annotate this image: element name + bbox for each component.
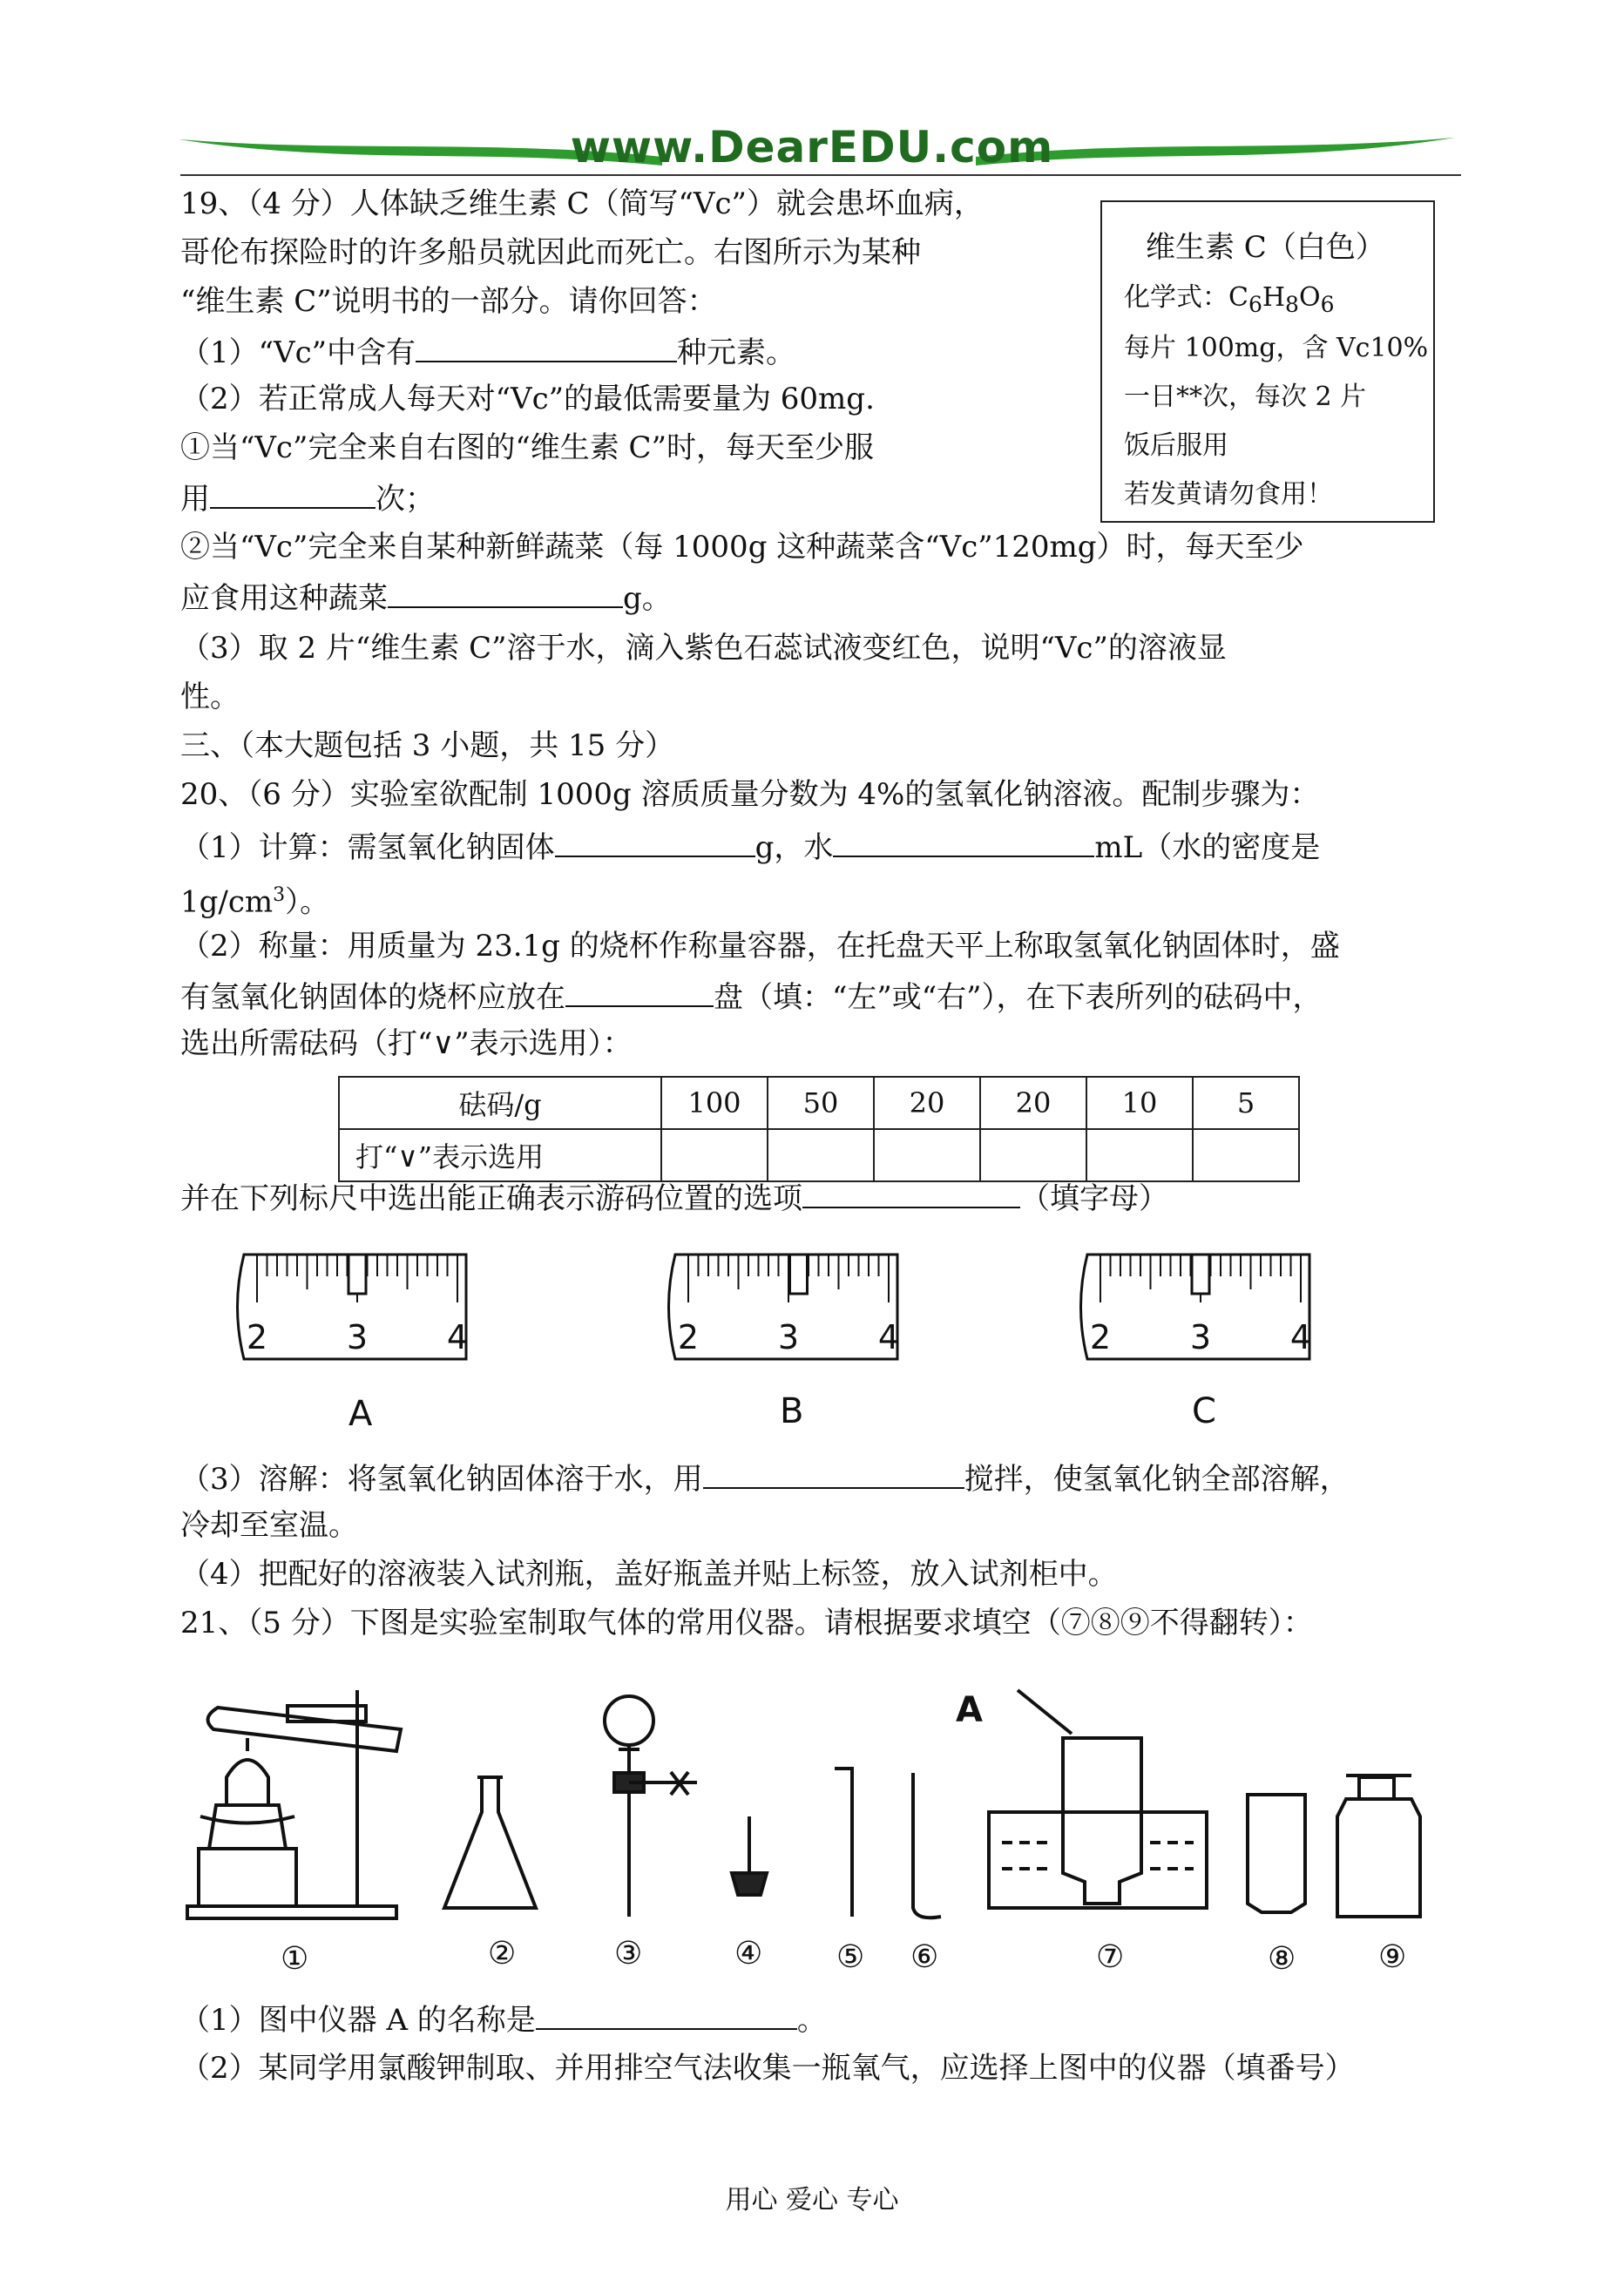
q19-part1-suffix: 种元素。: [677, 335, 795, 370]
apparatus-number-5: ⑤: [836, 1939, 865, 1975]
page-footer: 用心 爱心 专心: [725, 2185, 899, 2215]
q19-part2b-suffix: g。: [623, 581, 672, 616]
weight-10: 10: [1086, 1077, 1193, 1129]
q19-part1-text: （1）“Vc”中含有: [180, 335, 416, 370]
q20-line10: （4）把配好的溶液装入试剂瓶，盖好瓶盖并贴上标签，放入试剂柜中。: [180, 1557, 1118, 1592]
apparatus-number-6: ⑥: [910, 1939, 939, 1975]
q19-part2a-suffix: 次；: [376, 482, 435, 517]
ruler-b-diagram[interactable]: [667, 1246, 928, 1385]
q20-line9: 冷却至室温。: [180, 1508, 358, 1543]
apparatus-5-glass-tube-icon: [835, 1769, 852, 1917]
ruler-tick-label: 3: [777, 1318, 800, 1356]
apparatus-9-bottle-icon: [1337, 1776, 1420, 1917]
q20-ruler-blank[interactable]: [802, 1172, 1020, 1208]
q19-line3: “维生素 C”说明书的一部分。请你回答：: [180, 284, 717, 319]
q20-density-close: ）。: [285, 884, 330, 920]
q20-density-unit: 1g/cm: [180, 884, 274, 920]
weight-5: 5: [1193, 1077, 1299, 1129]
apparatus-2-conical-flask-icon: [444, 1777, 536, 1908]
apparatus-4-stopper-icon: [732, 1816, 767, 1895]
apparatus-number-8: ⑧: [1268, 1941, 1296, 1977]
ruler-tick-label: 2: [1089, 1318, 1112, 1356]
ruler-rider[interactable]: [790, 1255, 808, 1294]
apparatus-number-3: ③: [614, 1936, 643, 1972]
vc-formula-o-sub: 6: [1320, 292, 1335, 317]
apparatus-number-2: ②: [488, 1936, 517, 1972]
weights-table: [338, 1076, 1300, 1182]
vitamin-c-label-box: [1100, 200, 1435, 523]
q20-calc-suffix: mL（水的密度是: [1094, 830, 1321, 865]
q19-part1-blank[interactable]: [416, 326, 677, 362]
apparatus-number-1: ①: [281, 1941, 309, 1977]
q19-line8: ②当“Vc”完全来自某种新鲜蔬菜（每 1000g 这种蔬菜含“Vc”120mg）时，每天至少: [180, 530, 1304, 565]
q21-line1: 21、（5 分）下图是实验室制取气体的常用仪器。请根据要求填空（⑦⑧⑨不得翻转）：: [180, 1606, 1313, 1640]
vc-formula-h-sub: 8: [1285, 292, 1299, 317]
q21-name-blank[interactable]: [536, 1993, 797, 2030]
apparatus-6-bent-tube-icon: [913, 1773, 941, 1918]
q21-line2: [180, 1993, 827, 2045]
vc-box-dose: 每片 100mg，含 Vc10%: [1124, 333, 1429, 363]
q19-line5: （2）若正常成人每天对“Vc”的最低需要量为 60mg.: [180, 382, 875, 416]
q19-part2a-blank[interactable]: [210, 472, 376, 509]
vc-box-warning: 若发黄请勿食用！: [1124, 479, 1333, 510]
ruler-c-diagram[interactable]: [1079, 1246, 1340, 1385]
apparatus-7-trough-bottle-icon: [989, 1690, 1207, 1908]
q20-line3: [180, 871, 329, 926]
ruler-rider[interactable]: [1192, 1255, 1209, 1294]
q20-line4: （2）称量：用质量为 23.1g 的烧杯作称量容器，在托盘天平上称取氢氧化钠固体时，盛: [180, 929, 1340, 964]
ruler-a-label: A: [348, 1394, 373, 1434]
apparatus-8-bottle-icon: [1248, 1795, 1305, 1912]
vc-formula-c: C: [1228, 282, 1248, 313]
weight-50: 50: [768, 1077, 874, 1129]
ruler-tick-label: 4: [877, 1318, 900, 1356]
header-site-logo: www.DearEDU.com: [570, 122, 1054, 172]
q20-line8: [180, 1452, 1350, 1504]
section3-heading: 三、（本大题包括 3 小题，共 15 分）: [180, 728, 675, 763]
lab-apparatus-figure: [174, 1655, 1464, 1951]
weights-select-label: 打“∨”表示选用: [339, 1129, 661, 1181]
q19-part2a-prefix: 用: [180, 482, 210, 517]
q21-name-prefix: （1）图中仪器 A 的名称是: [180, 2003, 536, 2038]
ruler-a-diagram[interactable]: [235, 1246, 497, 1385]
weight-20b: 20: [980, 1077, 1086, 1129]
ruler-tick-label: 4: [446, 1318, 469, 1356]
q20-dissolve-prefix: （3）溶解：将氢氧化钠固体溶于水，用: [180, 1462, 703, 1497]
header-rule: [180, 174, 1461, 176]
select-cell-5[interactable]: [1193, 1129, 1299, 1181]
apparatus-3-funnel-icon: [605, 1696, 697, 1917]
q20-calc-prefix: （1）计算：需氢氧化钠固体: [180, 830, 555, 865]
q20-line1: 20、（6 分）实验室欲配制 1000g 溶质质量分数为 4%的氢氧化钠溶液。配制步骤为：: [180, 777, 1320, 812]
vc-formula-c-sub: 6: [1248, 292, 1262, 317]
q20-pan-prefix: 有氢氧化钠固体的烧杯应放在: [180, 980, 565, 1015]
q19-line10: （3）取 2 片“维生素 C”溶于水，滴入紫色石蕊试液变红色，说明“Vc”的溶液显: [180, 631, 1227, 666]
apparatus-a-label: A: [956, 1690, 983, 1730]
q20-ruler-prefix: 并在下列标尺中选出能正确表示游码位置的选项: [180, 1181, 802, 1216]
ruler-c-label: C: [1192, 1391, 1216, 1431]
q19-line7: [180, 472, 435, 524]
q20-line7: [180, 1172, 1168, 1223]
q20-dissolve-suffix: 搅拌，使氢氧化钠全部溶解，: [964, 1462, 1350, 1497]
weights-header-row: [339, 1077, 1299, 1129]
q20-line2: [180, 821, 1320, 872]
q20-line5: [180, 971, 1323, 1022]
vc-box-formula: [1124, 275, 1334, 317]
vc-formula-label: 化学式：: [1124, 282, 1228, 313]
apparatus-number-4: ④: [734, 1936, 763, 1972]
vc-formula-o: O: [1298, 282, 1321, 313]
q20-line6: 选出所需砝码（打“∨”表示选用）：: [180, 1026, 633, 1061]
q19-line2: 哥伦布探险时的许多船员就因此而死亡。右图所示为某种: [180, 235, 921, 270]
q19-part2b-prefix: 应食用这种蔬菜: [180, 581, 388, 616]
q20-pan-suffix: 盘（填：“左”或“右”），在下表所列的砝码中，: [714, 980, 1323, 1015]
q20-density-sup: 3: [273, 884, 286, 906]
weight-20a: 20: [874, 1077, 980, 1129]
q19-line11: 性。: [180, 680, 240, 714]
q19-line1: 19、（4 分）人体缺乏维生素 C（简写“Vc”）就会患坏血病，: [180, 186, 984, 221]
q19-line9: [180, 572, 672, 623]
q21-name-suffix: 。: [796, 2003, 827, 2038]
ruler-tick-label: 3: [1189, 1318, 1212, 1356]
q20-pan-blank[interactable]: [565, 971, 714, 1007]
ruler-tick-label: 4: [1289, 1318, 1312, 1356]
q21-line3: （2）某同学用氯酸钾制取、并用排空气法收集一瓶氧气，应选择上图中的仪器（填番号）: [180, 2051, 1355, 2086]
ruler-tick-label: 2: [246, 1318, 268, 1356]
apparatus-number-9: ⑨: [1378, 1939, 1407, 1975]
q20-naoh-blank[interactable]: [555, 821, 755, 857]
weights-header-label: 砝码/g: [339, 1077, 661, 1129]
vc-box-title: 维生素 C（白色）: [1146, 230, 1385, 265]
q20-dissolve-blank[interactable]: [703, 1452, 964, 1489]
vc-formula-h: H: [1262, 282, 1286, 313]
weight-100: 100: [661, 1077, 768, 1129]
q19-line4: [180, 326, 795, 377]
vc-box-after-meal: 饭后服用: [1124, 430, 1228, 461]
apparatus-1-lamp-stand-icon: [187, 1690, 401, 1918]
q20-calc-water: g，水: [754, 830, 834, 865]
ruler-rider[interactable]: [348, 1255, 366, 1294]
ruler-b-label: B: [780, 1391, 804, 1431]
q19-line6: ①当“Vc”完全来自右图的“维生素 C”时，每天至少服: [180, 430, 874, 465]
vc-box-frequency: 一日**次，每次 2 片: [1124, 382, 1367, 412]
ruler-tick-label: 2: [677, 1318, 700, 1356]
apparatus-number-7: ⑦: [1096, 1939, 1125, 1975]
q20-water-blank[interactable]: [833, 821, 1094, 857]
q19-part2b-blank[interactable]: [388, 572, 623, 608]
q20-ruler-suffix: （填字母）: [1020, 1181, 1168, 1216]
ruler-tick-label: 3: [346, 1318, 369, 1356]
